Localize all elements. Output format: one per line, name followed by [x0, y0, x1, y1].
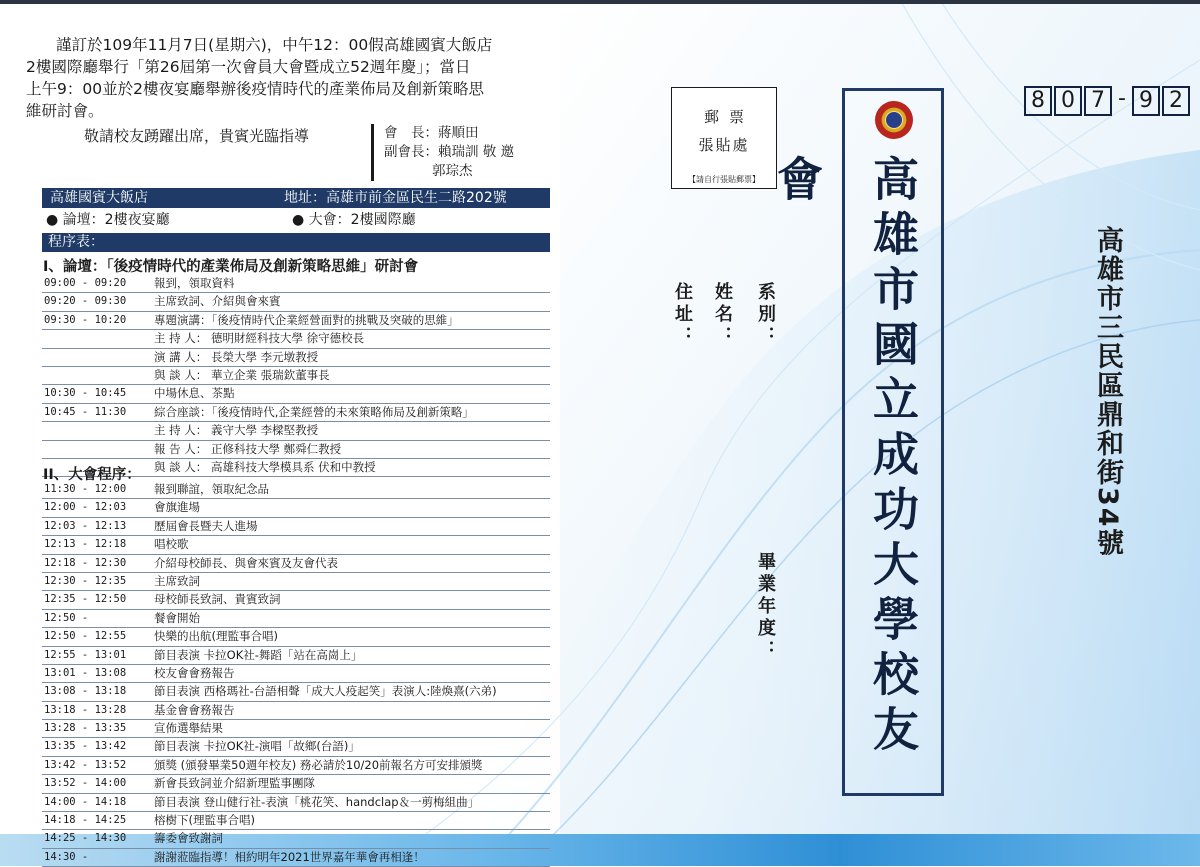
intro-line-1: 謹訂於109年11月7日(星期六)，中午12：00假高雄國賓大飯店 — [56, 36, 493, 54]
schedule-time: 13:01 - 13:08 — [44, 666, 127, 679]
schedule-row — [42, 573, 550, 591]
schedule-row — [42, 349, 550, 367]
intro-line-2: 2樓國際廳舉行「第26屆第一次會員大會暨成立52週年慶」；當日 — [26, 58, 471, 76]
schedule-item: 餐會開始 — [154, 610, 200, 625]
schedule-item: 快樂的出航(理監事合唱) — [154, 629, 278, 644]
schedule-item: 報到，領取資料 — [154, 276, 235, 290]
section-meeting-title: II、大會程序： — [43, 467, 141, 483]
recipient-organization: 高雄市國立成功大學校友會 — [770, 155, 920, 760]
schedule-item: 基金會會務報告 — [154, 702, 235, 717]
schedule-time: 12:50 - 12:55 — [44, 630, 127, 643]
schedule-row — [42, 275, 550, 293]
section-forum-title: I、論壇：「後疫情時代的產業佈局及創新策略思維」研討會 — [43, 259, 419, 275]
schedule-time: 09:00 - 09:20 — [44, 277, 127, 289]
venue-hotel: 高雄國賓大飯店 — [50, 190, 148, 206]
sender-name-label: 姓名： — [712, 282, 733, 348]
invitation-text — [26, 34, 556, 122]
schedule-row — [42, 385, 550, 403]
schedule-item: 母校師長致詞、貴賓致詞 — [154, 592, 281, 607]
schedule-item: 籌委會致謝詞 — [154, 831, 223, 846]
president-line: 會 長：蔣順田 — [384, 125, 479, 141]
schedule-row — [42, 367, 550, 385]
schedule-time: 12:13 - 12:18 — [44, 538, 127, 551]
forum-hall: ● 論壇：2樓夜宴廳 — [46, 212, 170, 228]
schedule-time: 13:42 - 13:52 — [44, 758, 127, 771]
schedule-item: 演 講 人： 長榮大學 李元墩教授 — [154, 349, 319, 364]
schedule-time: 10:45 - 11:30 — [44, 405, 127, 418]
schedule-item: 與 談 人： 華立企業 張瑞欽董事長 — [154, 367, 330, 382]
intro-line-4: 維研討會。 — [26, 102, 104, 120]
schedule-time: 13:18 - 13:28 — [44, 703, 127, 716]
schedule-row — [42, 647, 550, 665]
schedule-time: 14:00 - 14:18 — [44, 795, 127, 808]
schedule-row — [42, 610, 550, 628]
schedule-item: 綜合座談：「後疫情時代,企業經營的未來策略佈局及創新策略」 — [154, 404, 474, 419]
stamp-note: 【請自行張貼郵票】 — [688, 175, 760, 184]
vice-president-line: 副會長：賴瑞訓 敬 邀 — [384, 144, 515, 160]
schedule-time: 12:35 - 12:50 — [44, 593, 127, 606]
sender-dept-label: 系別： — [755, 282, 776, 348]
schedule-row — [42, 293, 550, 311]
schedule-row — [42, 536, 550, 554]
schedule-item: 主 持 人： 德明財經科技大學 徐守德校長 — [154, 331, 365, 346]
postal-digit: 2 — [1162, 86, 1190, 116]
schedule-row — [42, 775, 550, 793]
schedule-time: 13:08 - 13:18 — [44, 685, 127, 698]
schedule-row — [42, 794, 550, 812]
schedule-time: 14:18 - 14:25 — [44, 814, 127, 827]
schedule-row — [42, 312, 550, 330]
stamp-label: 郵票 — [703, 108, 754, 126]
schedule-row — [42, 720, 550, 738]
schedule-item: 主 持 人： 義守大學 李樑堅教授 — [154, 423, 319, 438]
schedule-item: 歷屆會長暨夫人進場 — [154, 518, 258, 533]
venue-address: 地址：高雄市前金區民生二路202號 — [284, 190, 507, 206]
schedule-item: 會旗進場 — [154, 500, 200, 515]
schedule-time: 10:30 - 10:45 — [44, 387, 127, 400]
schedule-row — [42, 441, 550, 459]
schedule-row — [42, 757, 550, 775]
schedule-item: 節目表演 登山健行社-表演「桃花笑、handclap＆一剪梅組曲」 — [154, 794, 480, 809]
top-border — [0, 0, 1200, 4]
postal-dash: - — [1118, 86, 1126, 111]
schedule-time: 11:30 - 12:00 — [44, 483, 127, 495]
schedule-time: 14:25 - 14:30 — [44, 832, 127, 845]
schedule-row — [42, 702, 550, 720]
schedule-time: 12:03 - 12:13 — [44, 519, 127, 532]
schedule-time: 13:28 - 13:35 — [44, 722, 127, 735]
schedule-item: 節目表演 西格瑪社-台語相聲「成大人疫起笑」表演人:陸煥熹(六弟) — [154, 684, 497, 699]
schedule-time: 09:20 - 09:30 — [44, 295, 127, 308]
schedule-row — [42, 555, 550, 573]
schedule-row — [42, 330, 550, 348]
postal-digit: 8 — [1024, 86, 1052, 116]
program-header: 程序表： — [42, 233, 550, 252]
schedule-item: 校友會會務報告 — [154, 665, 235, 680]
venue-bar — [42, 188, 550, 208]
schedule-row — [42, 738, 550, 756]
schedule-item: 中場休息、茶點 — [154, 386, 235, 401]
schedule-item: 新會長致詞並介紹新理監事團隊 — [154, 776, 315, 791]
schedule-row — [42, 499, 550, 517]
schedule-time: 13:35 - 13:42 — [44, 740, 127, 753]
schedule-row — [42, 481, 550, 499]
schedule-row — [42, 683, 550, 701]
schedule-row — [42, 812, 550, 830]
schedule-row — [42, 628, 550, 646]
schedule-item: 榕樹下(理監事合唱) — [154, 813, 255, 828]
sender-address-label: 住址： — [672, 282, 693, 348]
schedule-item: 介紹母校師長、與會來賓及友會代表 — [154, 555, 338, 570]
schedule-item: 頒獎 (頒發畢業50週年校友) 務必請於10/20前報名方可安排頒獎 — [154, 757, 483, 772]
alumni-emblem-icon — [875, 101, 913, 139]
schedule-time: 13:52 - 14:00 — [44, 777, 127, 790]
invite-line: 敬請校友踴躍出席，貴賓光臨指導 — [84, 127, 310, 145]
schedule-item: 宣佈選舉結果 — [154, 721, 223, 736]
schedule-time: 12:50 - — [44, 611, 89, 624]
schedule-item: 謝謝蒞臨指導！相約明年2021世界嘉年華會再相逢！ — [154, 849, 425, 864]
schedule-time: 09:30 - 10:20 — [44, 313, 127, 326]
schedule-time: 12:00 - 12:03 — [44, 501, 127, 514]
recipient-box — [770, 88, 944, 796]
vice-president-line-2: 郭琮杰 — [432, 163, 473, 179]
schedule-row — [42, 404, 550, 422]
postal-digit: 0 — [1054, 86, 1082, 116]
schedule-item: 報 告 人： 正修科技大學 鄭舜仁教授 — [154, 441, 342, 456]
schedule-item: 主席致詞、介紹與會來賓 — [154, 294, 281, 309]
meeting-schedule — [42, 481, 550, 867]
graduation-year-label: 畢業年度： — [755, 552, 776, 662]
schedule-row — [42, 849, 550, 867]
schedule-item: 與 談 人： 高雄科技大學模具系 伏和中教授 — [154, 459, 376, 474]
schedule-item: 節目表演 卡拉OK社-舞蹈「站在高崗上」 — [154, 647, 363, 662]
stamp-label-2: 張貼處 — [698, 136, 750, 154]
postal-code — [1024, 86, 1192, 116]
schedule-item: 專題演講：「後疫情時代企業經營面對的挑戰及突破的思維」 — [154, 312, 459, 327]
signers-block — [371, 124, 514, 181]
schedule-time: 14:30 - — [44, 850, 89, 863]
schedule-time: 12:55 - 13:01 — [44, 648, 127, 661]
schedule-time: 12:18 - 12:30 — [44, 556, 127, 569]
forum-schedule — [42, 275, 550, 477]
schedule-row — [42, 518, 550, 536]
postal-digit: 7 — [1084, 86, 1112, 116]
schedule-item: 唱校歌 — [154, 537, 189, 552]
schedule-row — [42, 830, 550, 848]
schedule-item: 報到聯誼，領取紀念品 — [154, 482, 269, 496]
intro-line-3: 上午9：00並於2樓夜宴廳舉辦後疫情時代的產業佈局及創新策略思 — [26, 80, 484, 98]
postal-digit: 9 — [1132, 86, 1160, 116]
schedule-item: 節目表演 卡拉OK社-演唱「故鄉(台語)」 — [154, 739, 360, 754]
schedule-item: 主席致詞 — [154, 573, 200, 588]
schedule-row — [42, 665, 550, 683]
schedule-row — [42, 591, 550, 609]
recipient-address: 高雄市三民區鼎和街34號 — [1092, 226, 1123, 558]
schedule-time: 12:30 - 12:35 — [44, 574, 127, 587]
schedule-row — [42, 422, 550, 440]
meeting-hall: ● 大會：2樓國際廳 — [292, 212, 416, 228]
